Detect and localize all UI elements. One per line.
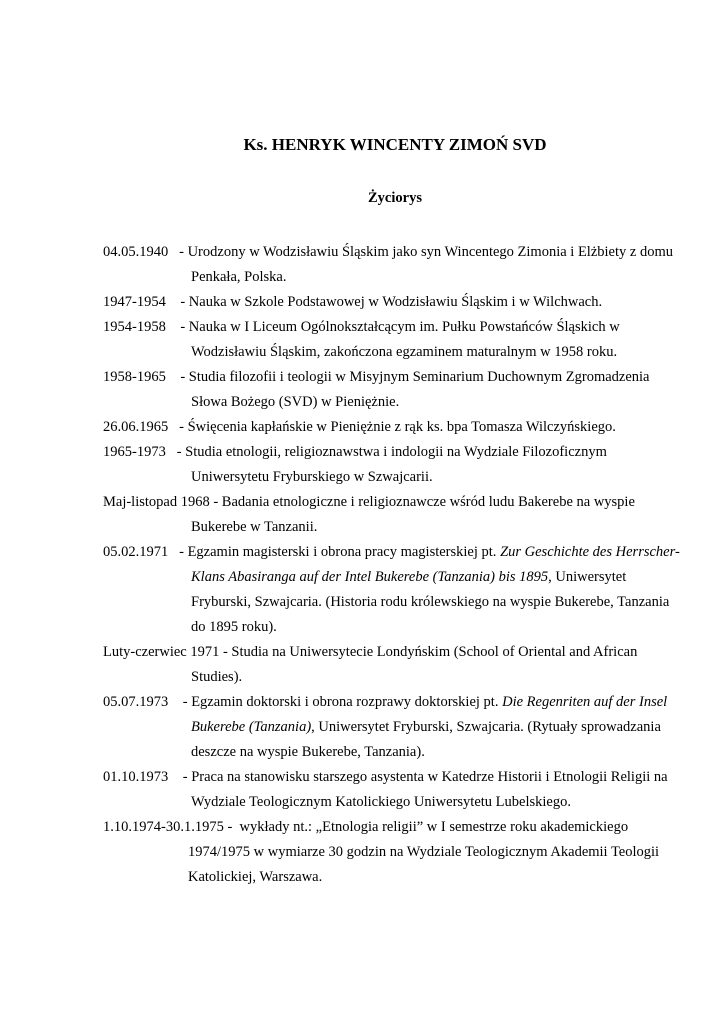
biography-entries xyxy=(103,240,703,890)
entry-line: Luty-czerwiec 1971 - Studia na Uniwersytecie Londyńskim (School of Oriental and African xyxy=(103,644,638,660)
entry-continuation: Wodzisławiu Śląskim, zakończona egzaminem maturalnym w 1958 roku. xyxy=(191,344,618,360)
thesis-title: Bukerebe (Tanzania) xyxy=(191,719,312,735)
entry-line: 1958-1965 - Studia filozofii i teologii w Misyjnym Seminarium Duchownym Zgromadzenia xyxy=(103,369,650,385)
biography-entry xyxy=(103,815,703,890)
entry-line: 1965-1973 - Studia etnologii, religioznawstwa i indologii na Wydziale Filozoficznym xyxy=(103,444,607,460)
entry-continuation xyxy=(103,565,703,590)
entry-continuation: Bukerebe w Tanzanii. xyxy=(191,519,318,535)
biography-entry xyxy=(103,540,703,640)
biography-entry xyxy=(103,315,703,365)
biography-entry xyxy=(103,690,703,765)
thesis-title: Zur Geschichte des Herrscher- xyxy=(500,544,680,560)
entry-line xyxy=(103,540,703,565)
entry-continuation xyxy=(103,715,703,740)
entry-continuation: Fryburski, Szwajcaria. (Historia rodu królewskiego na wyspie Bukerebe, Tanzania xyxy=(191,594,670,610)
entry-continuation: deszcze na wyspie Bukerebe, Tanzania). xyxy=(191,744,425,760)
document-subtitle: Życiorys xyxy=(368,190,422,206)
biography-entry xyxy=(103,440,703,490)
document-title: Ks. HENRYK WINCENTY ZIMOŃ SVD xyxy=(243,135,547,154)
biography-entry xyxy=(103,365,703,415)
biography-entry xyxy=(103,290,703,315)
biography-entry xyxy=(103,240,703,290)
entry-continuation: Penkała, Polska. xyxy=(191,269,287,285)
entry-continuation: Katolickiej, Warszawa. xyxy=(188,869,323,885)
entry-text: 05.07.1973 - Egzamin doktorski i obrona rozprawy doktorskiej pt. xyxy=(103,694,503,710)
biography-entry xyxy=(103,415,703,440)
entry-line: 1.10.1974-30.1.1975 - wykłady nt.: „Etnologia religii” w I semestrze roku akademickiego xyxy=(103,819,629,835)
entry-line: 26.06.1965 - Święcenia kapłańskie w Pieniężnie z rąk ks. bpa Tomasza Wilczyńskiego. xyxy=(103,419,616,435)
biography-entry xyxy=(103,640,703,690)
biography-entry xyxy=(103,490,703,540)
thesis-title: Klans Abasiranga auf der Intel Bukerebe (Tanzania) bis 1895 xyxy=(191,569,549,585)
entry-line: 1947-1954 - Nauka w Szkole Podstawowej w Wodzisławiu Śląskim i w Wilchwach. xyxy=(103,294,603,310)
entry-line: 1954-1958 - Nauka w I Liceum Ogólnokształcącym im. Pułku Powstańców Śląskich w xyxy=(103,319,620,335)
biography-entry xyxy=(103,765,703,815)
entry-line: Maj-listopad 1968 - Badania etnologiczne i religioznawcze wśród ludu Bakerebe na wyspie xyxy=(103,494,635,510)
entry-line: 04.05.1940 - Urodzony w Wodzisławiu Śląskim jako syn Wincentego Zimonia i Elżbiety z domu xyxy=(103,244,673,260)
entry-continuation: Uniwersytetu Fryburskiego w Szwajcarii. xyxy=(191,469,433,485)
entry-continuation: 1974/1975 w wymiarze 30 godzin na Wydziale Teologicznym Akademii Teologii xyxy=(188,844,660,860)
entry-line: 01.10.1973 - Praca na stanowisku starszego asystenta w Katedrze Historii i Etnologii Religii na xyxy=(103,769,668,785)
entry-text: 05.02.1971 - Egzamin magisterski i obrona pracy magisterskiej pt. xyxy=(103,544,501,560)
entry-line xyxy=(103,690,703,715)
entry-continuation: do 1895 roku). xyxy=(191,619,277,635)
entry-continuation: Wydziale Teologicznym Katolickiego Uniwersytetu Lubelskiego. xyxy=(191,794,571,810)
entry-continuation: Słowa Bożego (SVD) w Pieniężnie. xyxy=(191,394,400,410)
entry-text: , Uniwersytet Fryburski, Szwajcaria. (Rytuały sprowadzania xyxy=(311,719,661,735)
thesis-title: Die Regenriten auf der Insel xyxy=(502,694,668,710)
entry-text: , Uniwersytet xyxy=(548,569,627,585)
entry-continuation: Studies). xyxy=(191,669,243,685)
